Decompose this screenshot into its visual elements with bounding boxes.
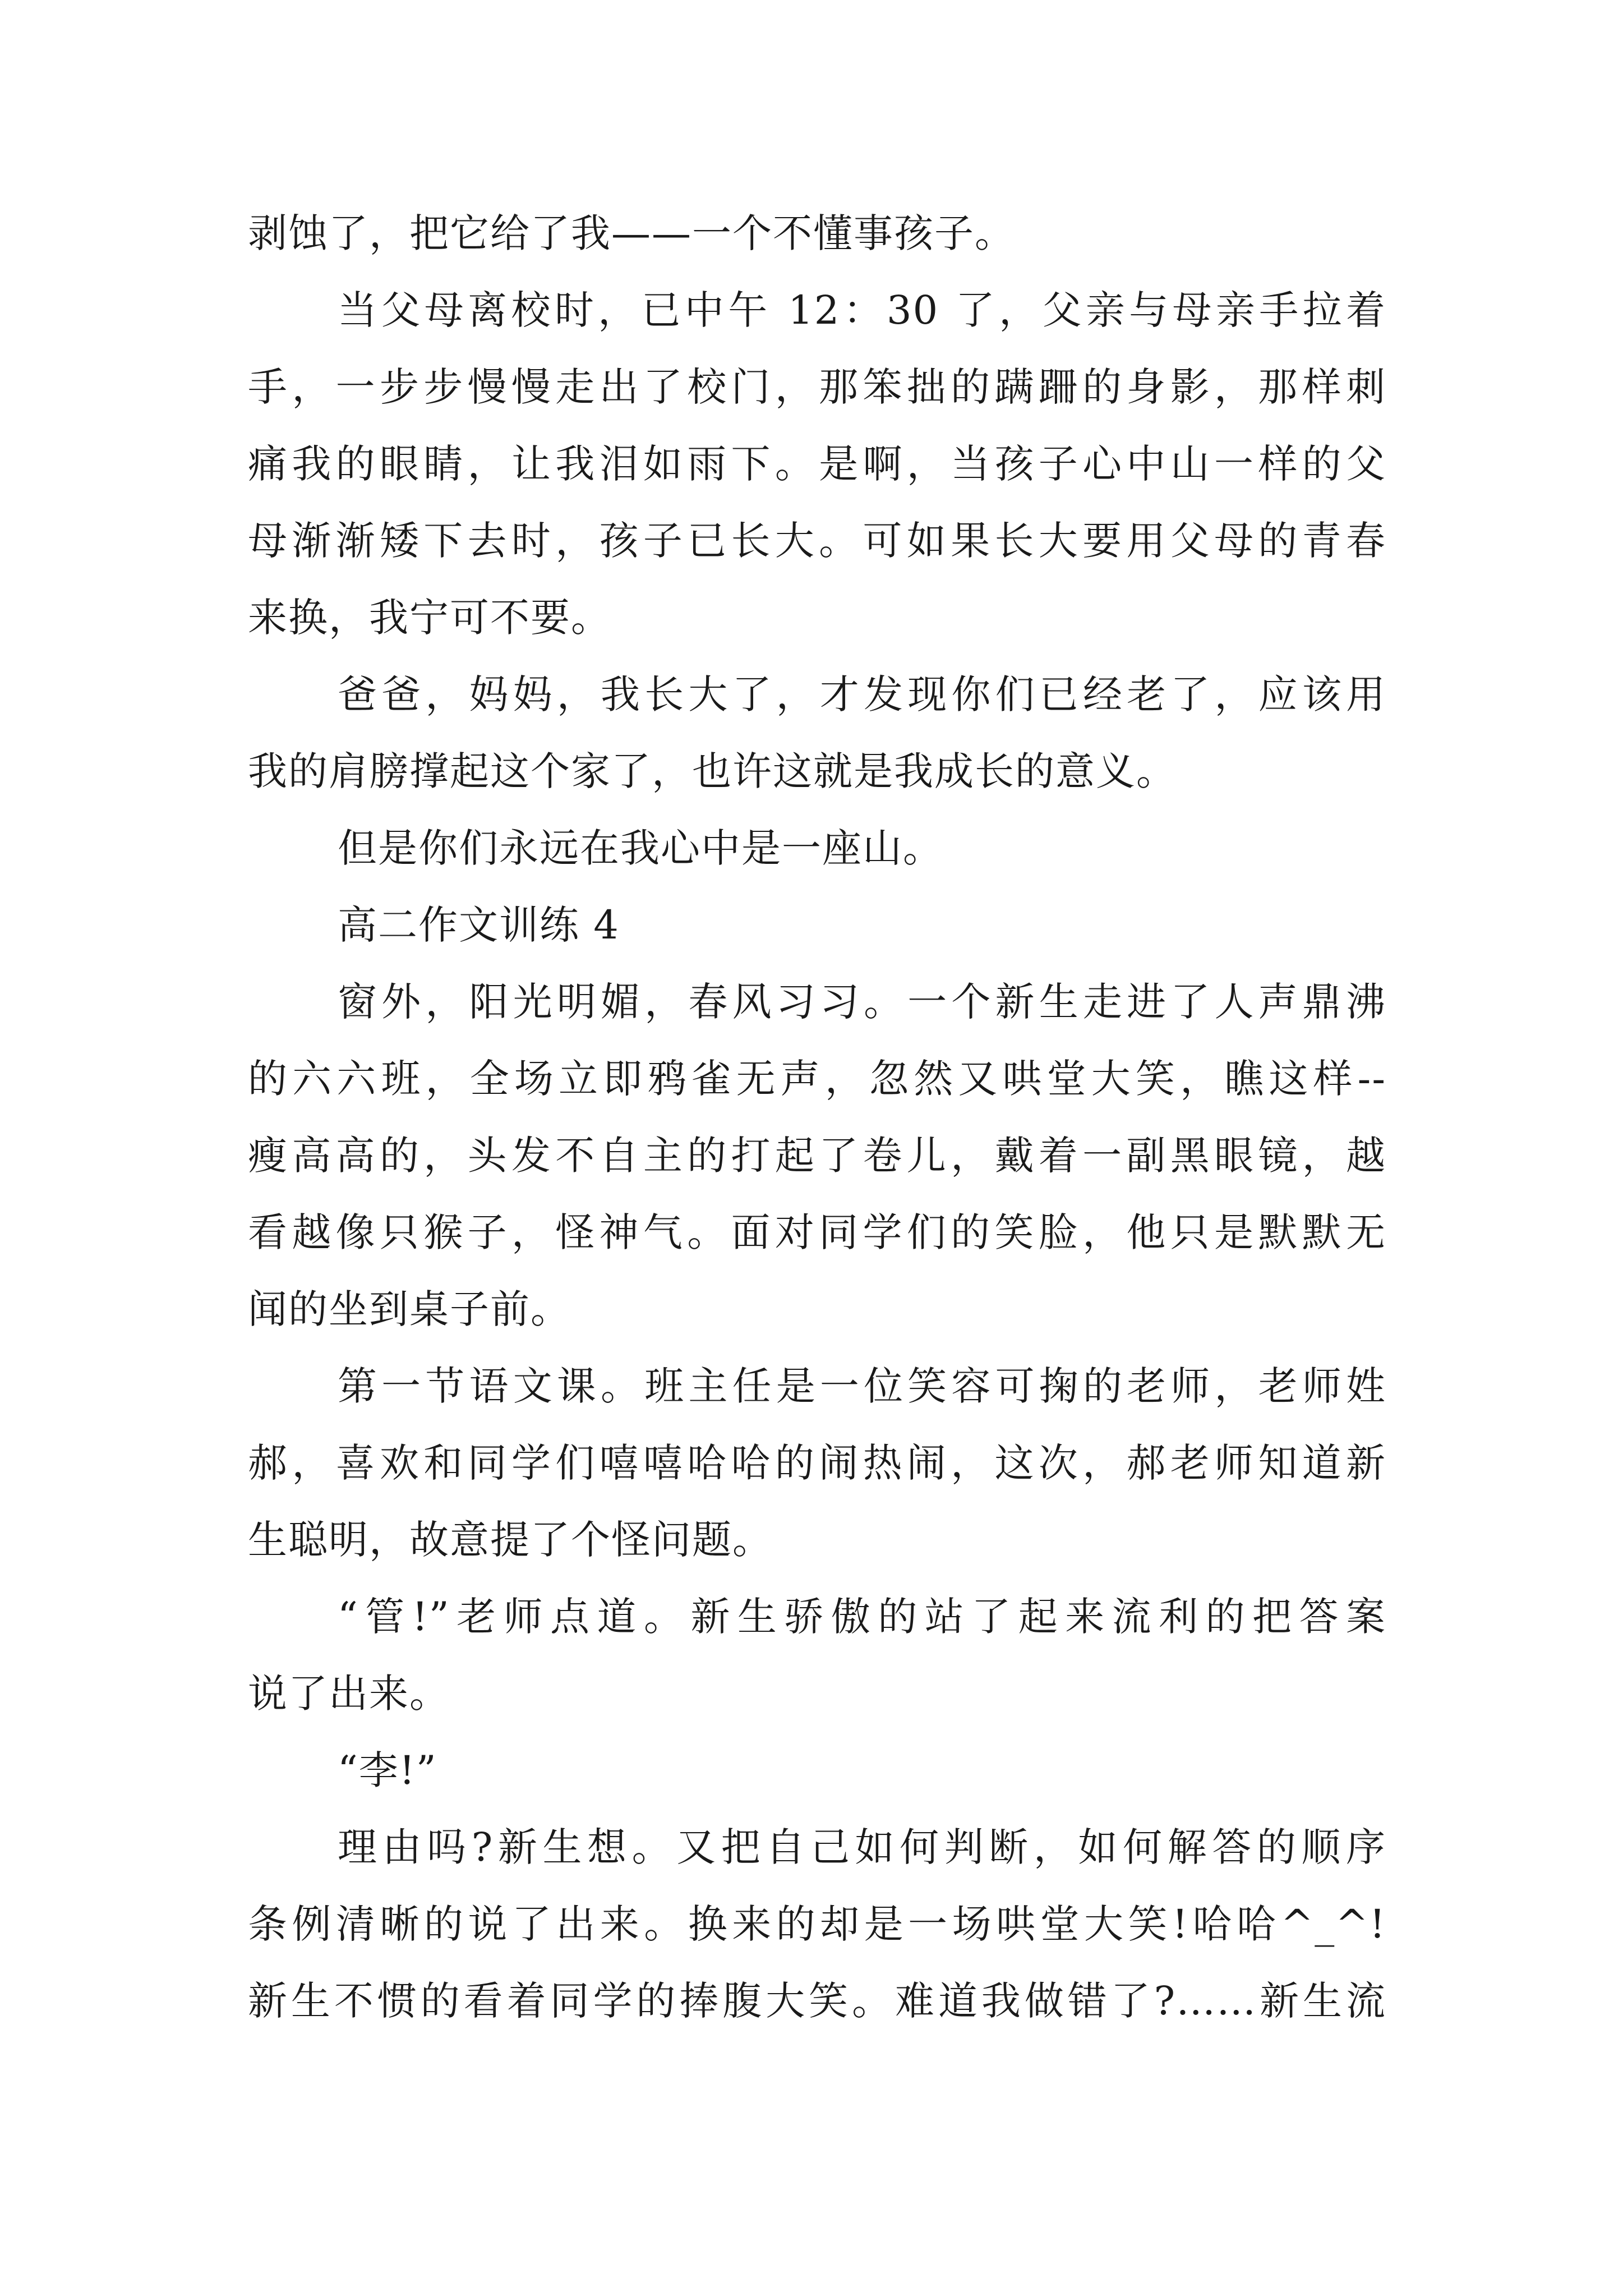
text-line-18: 生聪明，故意提了个怪问题。 <box>248 1517 773 1563</box>
text-line-2: 当父母离校时，已中午 12：30 了，父亲与母亲手拉着 <box>338 287 1386 333</box>
text-line-12: 的六六班，全场立即鸦雀无声，忽然又哄堂大笑，瞧这样-- <box>248 1056 1386 1102</box>
text-line-16: 第一节语文课。班主任是一位笑容可掬的老师，老师姓 <box>338 1363 1386 1409</box>
text-line-15: 闻的坐到桌子前。 <box>248 1286 571 1332</box>
text-line-24: 新生不惯的看着同学的捧腹大笑。难道我做错了?……新生流 <box>248 1978 1386 2024</box>
text-line-6: 来换，我宁可不要。 <box>248 595 611 641</box>
text-line-8: 我的肩膀撑起这个家了，也许这就是我成长的意义。 <box>248 748 1177 794</box>
text-line-7: 爸爸，妈妈，我长大了，才发现你们已经老了，应该用 <box>338 671 1386 717</box>
text-line-19: “管!”老师点道。新生骄傲的站了起来流利的把答案 <box>338 1594 1386 1640</box>
text-line-14: 看越像只猴子，怪神气。面对同学们的笑脸，他只是默默无 <box>248 1209 1386 1255</box>
text-line-23: 条例清晰的说了出来。换来的却是一场哄堂大笑!哈哈^_^! <box>248 1901 1386 1947</box>
body-text <box>248 195 1386 2040</box>
text-line-20: 说了出来。 <box>248 1671 450 1717</box>
text-line-13: 瘦高高的，头发不自主的打起了卷儿，戴着一副黑眼镜，越 <box>248 1133 1386 1179</box>
text-line-1: 剥蚀了，把它给了我——一个不懂事孩子。 <box>248 210 1015 256</box>
text-line-9: 但是你们永远在我心中是一座山。 <box>338 825 943 871</box>
text-line-5: 母渐渐矮下去时，孩子已长大。可如果长大要用父母的青春 <box>248 518 1386 564</box>
text-line-3: 手，一步步慢慢走出了校门，那笨拙的蹒跚的身影，那样刺 <box>248 364 1386 410</box>
text-line-11: 窗外，阳光明媚，春风习习。一个新生走进了人声鼎沸 <box>338 979 1386 1025</box>
text-line-22: 理由吗?新生想。又把自己如何判断，如何解答的顺序 <box>338 1824 1386 1870</box>
section-heading: 高二作文训练 4 <box>338 902 620 948</box>
text-line-17: 郝，喜欢和同学们嘻嘻哈哈的闹热闹，这次，郝老师知道新 <box>248 1440 1386 1486</box>
text-line-21: “李!” <box>338 1747 437 1793</box>
text-line-4: 痛我的眼睛，让我泪如雨下。是啊，当孩子心中山一样的父 <box>248 441 1386 487</box>
